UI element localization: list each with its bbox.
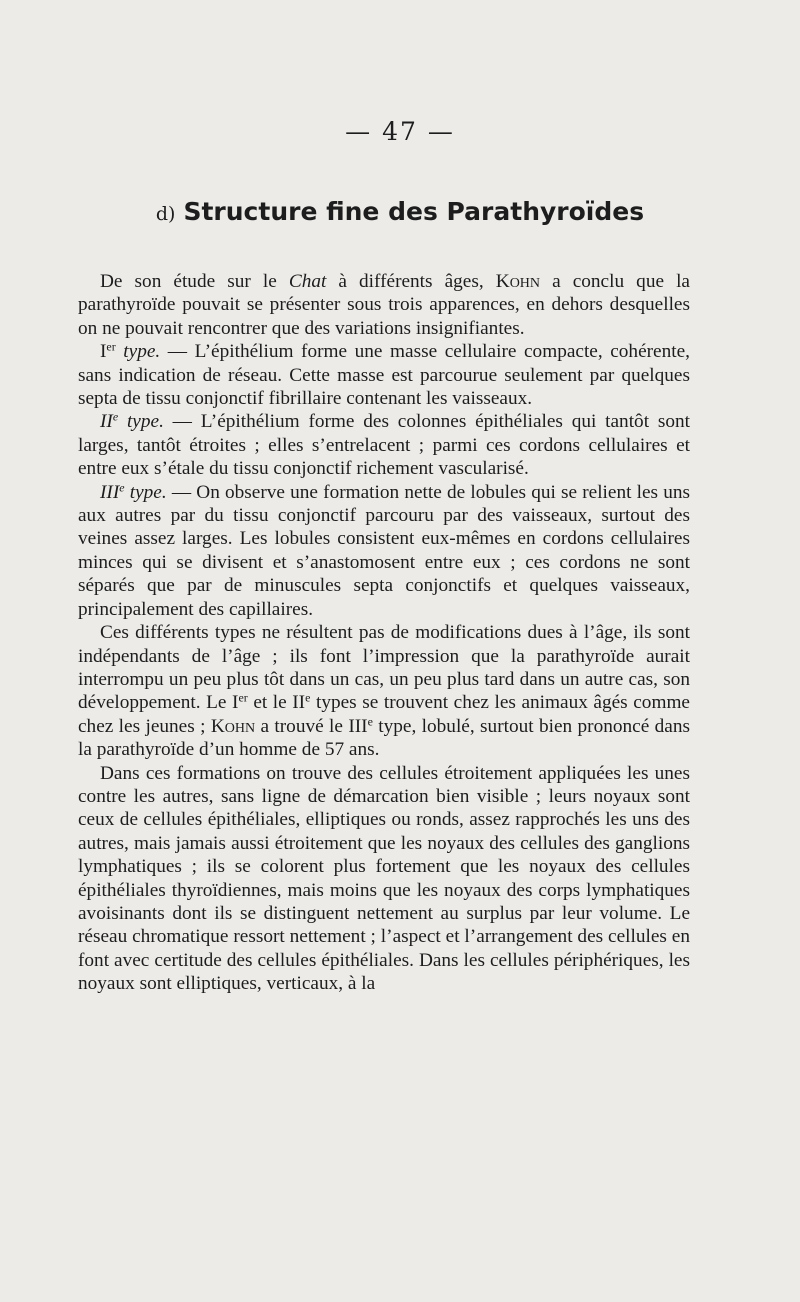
intro-chat: Chat <box>288 271 327 292</box>
paragraph-type-1 <box>78 340 690 410</box>
type-1-label: type. <box>115 341 161 363</box>
types-text-2: et le II <box>247 692 306 714</box>
type-3-sup: e <box>119 480 125 495</box>
intro-text-1: De son étude sur le <box>100 271 289 292</box>
intro-text-3: a conclu que la parathyroïde pouvait se présenter sous trois apparences, en dehors desquelles on ne pouvait rencontrer que des variations insignifiantes. <box>78 271 690 339</box>
paragraph-type-2 <box>78 410 690 480</box>
author-name: Kohn <box>495 271 541 292</box>
paragraph-intro <box>78 270 690 340</box>
section-title: Structure fine des Parathyroïdes <box>183 197 645 226</box>
types-text-5: type, lobulé, surtout bien prononcé dans la parathyroïde d’un homme de 57 ans. <box>78 715 690 761</box>
paragraph-types <box>78 621 690 761</box>
intro-text-2: à différents âges, <box>326 271 496 292</box>
types-sup-1: er <box>238 690 248 705</box>
type-1-sup: er <box>106 339 116 354</box>
types-text-1: Ces différents types ne résultent pas de modifications dues à l’âge, ils sont indépendants de l’âge ; ils font l’impression que la parathyroïde aurait interrompu un peu plus tôt dans un cas, un peu plus tard dans un autre cas, son développement. Le I <box>78 622 690 714</box>
section-heading <box>0 197 800 226</box>
type-3-text: — On observe une formation nette de lobules qui se relient les uns aux autres par du tissu conjonctif parcouru par des vaisseaux, surtout des veines assez larges. Les lobules consistent eux-mêmes en cordons cellulaires minces qui se divisent et s’anastomosent entre eux ; ces cordons ne sont séparés que par de minuscules septa conjonctifs et quelques vaisseaux, principalement des capillaires. <box>78 481 690 620</box>
type-2-sup: e <box>112 409 119 424</box>
types-text-3: types se trouvent chez les animaux âgés comme chez les jeunes ; <box>78 692 690 737</box>
type-2-text: — L’épithélium forme des colonnes épithéliales qui tantôt sont larges, tantôt étroites ; elles s’entrelacent ; parmi ces cordons cellulaires et entre eux s’étale du tissu conjonctif richement vascularisé. <box>78 411 690 480</box>
types-sup-3: e <box>367 714 373 729</box>
type-1-text: — L’épithélium forme une masse cellulaire compacte, cohérente, sans indication de réseau. Cette masse est parcourue seulement par quelques septa de tissu conjonctif fibrillaire contenant les vaisseaux. <box>78 341 690 410</box>
section-letter: d) <box>155 203 176 225</box>
type-1-number: I <box>100 341 107 363</box>
types-text-4: a trouvé le III <box>255 715 368 737</box>
types-sup-2: e <box>305 690 311 705</box>
paragraph-formations: Dans ces formations on trouve des cellules étroitement appliquées les unes contre les autres, sans ligne de démarcation bien visible ; leurs noyaux sont ceux de cellules épithéliales, elliptiques ou ronds, assez rapprochés les uns des autres, mais jamais aussi étroitement que les noyaux des cellules des ganglions lymphatiques ; ils se colorent plus fortement que les noyaux des cellules épithéliales thyroïdiennes, mais moins que les noyaux des corps lymphatiques avoisinants dont ils se distinguent nettement au surplus par leur volume. Le réseau chromatique ressort nettement ; l’aspect et l’arrangement des cellules en font avec certitude des cellules épithéliales. Dans les cellules périphériques, les noyaux sont elliptiques, verticaux, à la <box>78 762 690 995</box>
paragraph-type-3 <box>78 481 690 621</box>
type-2-number: II <box>100 411 113 433</box>
body-text <box>78 270 690 996</box>
author-name: Kohn <box>210 715 256 737</box>
type-3-number: III <box>100 481 120 503</box>
type-2-label: type. <box>118 411 164 433</box>
page-number: — 47 — <box>345 117 455 146</box>
type-3-label: type. <box>124 481 167 503</box>
